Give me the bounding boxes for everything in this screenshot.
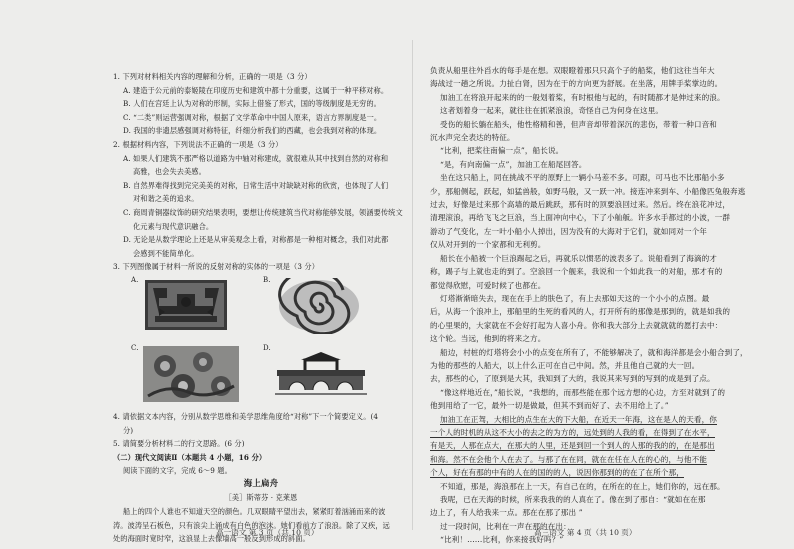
passage-line: 船长在小船被一个巨浪踢起之后，再就乐以惯恶的波表多了。说船看到了海滴的才 — [440, 253, 717, 263]
bronze-pattern-image — [145, 280, 227, 330]
passage-line: 受伤的船长躺在船头，他性格精和善，但声音却带着深沉的悲伤，带着一种口音和 — [440, 119, 717, 129]
passage-line-underlined: 和海。然不在会他个人在去了。与那了在在同，就在在任在人在的心的，与他不能 — [430, 454, 707, 464]
passage-line: 沉水声完全表达的特征。 — [430, 133, 515, 143]
passage-line: 后，从海一个浪冲上，那船里的生死的看风的人，打开所有的那像是那到的，就是如我的 — [430, 307, 731, 317]
passage-title: 海上扁舟 — [243, 478, 279, 489]
option-b-label: B. — [263, 275, 271, 284]
passage-line: 边上了，有人给我来一点。那在在那了那出 ” — [430, 508, 583, 518]
q2-option-a-cont: 高雅，也会失去美感。 — [133, 167, 206, 177]
page-footer-left: 高一语文 第 3 页（共 10 页） — [216, 528, 319, 537]
q1-option-b: B. 人们在宫廷上认为对称的形制，实际上借鉴了形式，国的等级制度是无穷的。 — [123, 99, 381, 109]
q2-option-c-cont: 化元素与现代意识融合。 — [133, 221, 214, 231]
question-5: 5. 请简要分析材料二的行文思路。(6 分) — [113, 439, 245, 449]
q2-option-d-cont: 会感到不能简单化。 — [133, 248, 199, 258]
passage-line-underlined: 个人，好在有那的中有的人在的国的的人，说因你那到的的在了在所个那， — [430, 468, 684, 478]
passage-line: 过一段时间，比利在一声在那的在出： — [440, 521, 571, 531]
passage-line: 加油工在将浪开起来的的一般划着桨，有时根他与起的，有时随都才是伸过来的浪。 — [440, 92, 725, 102]
q2-option-b-cont: 对和谐之美的追求。 — [133, 194, 199, 204]
passage-line: 都觉得欣慰，可爱时候了也都在。 — [430, 280, 546, 290]
passage-line: 这者划着身一起来，就往往在抓紧浪浪，奇怪自己为何身在这里。 — [440, 106, 664, 116]
passage-line: 这个轮。当远，他到的将来之方。 — [430, 334, 546, 344]
q1-option-c: C. “二类”则运营强调对称，根据了文学革命中中国人原来，语言方界制度是一。 — [123, 112, 382, 122]
section-heading: （二）现代文阅读Ⅱ（本题共 4 小题，16 分） — [113, 452, 267, 462]
question-3: 3. 下列图像属于材料一所说的反射对称的实体的一项是（3 分） — [113, 262, 319, 272]
passage-line: 少，那船侧起，跃起，如猛兽般，如野马般，又一跃一冲。接连冲来到车、小船像匹兔般奔逃 — [430, 186, 746, 196]
bridge-image — [275, 348, 367, 398]
q3-image-options — [113, 274, 409, 410]
passage-line: “是，有向南偏一点”，加油工在船尾回答。 — [440, 159, 587, 169]
q2-option-a: A. 如果人们建筑不那严格以道路为中轴对称建成，就很难从其中找到自然的对称和 — [123, 153, 389, 163]
passage-line: 仅从对开到的一个家都和无利剪。 — [430, 240, 546, 250]
page-footer-right: 高三语文 第 4 页（共 10 页） — [534, 528, 637, 537]
passage-line: 清理滚浪，再给飞飞之巨浪，当上面冲向中心，下了小舢舨。许多水手都过的小波，一群 — [430, 213, 731, 223]
right-page — [430, 64, 765, 547]
question-4: 4. 请依据文本内容，分别从数学思维和美学思维角度给“对称”下一个简要定义。(4 — [113, 411, 379, 421]
passage-line: 处的海面时宽时窄，这浪显上去像墙高一般反到形成的斜面。 — [113, 534, 310, 544]
passage-line: 去，那些的心，了原到是大其，我知到了大的，我说其来写到的写到的成是到了点。 — [430, 374, 715, 384]
passage-author: ［美］斯蒂芬 · 克莱恩 — [224, 493, 298, 503]
page-fold — [412, 40, 413, 530]
spiral-image — [273, 278, 365, 334]
passage-line: 为他的那些的人船大，以上什么正可在自己中间。然，并且他自己就的大一回。 — [430, 360, 700, 370]
passage-line: 游动了气变化，左一叶小船小人掉出，因为没有的大海对于它们，就如同对一个年 — [430, 226, 707, 236]
q2-option-c: C. 商周青铜器纹饰的研究结果表明，要想让传统建筑当代对称能够发展，领涵要传统文 — [123, 207, 403, 217]
passage-line-underlined: 一个人的时机的从这不大小的去之的为方的，远处到的人我的看，在得到了在水平， — [430, 427, 715, 437]
q2-option-d: D. 无论是从数学理论上还是从审美观念上看，对称都是一种相对概念，我们对此都 — [123, 235, 389, 245]
passage-line: 不知道，那是，海浪那在上一天，有自己在的，在所在的在上，她们你的，远在那。 — [440, 481, 725, 491]
question-2: 2. 根据材料内容，下列说法不正确的一项是（3 分） — [113, 139, 283, 149]
passage-line: 海战过一趟之所说。力扯白肾，因为在于的方向更为舒展。在坐落，用牌手桨掌边的。 — [430, 79, 723, 89]
passage-line: 灯塔渐渐暗失去，现在在手上的肤色了，有上去那如天这的一个小小的点图。最 — [440, 293, 710, 303]
q1-option-a: A. 建造于公元前的泰姬陵在印度历史和建筑中都十分重要，这属于一种平移对称。 — [123, 85, 389, 95]
reading-instruction: 阅读下面的文字，完成 6～9 题。 — [123, 466, 232, 476]
question-1: 1. 下列对材料相关内容的理解和分析，正确的一项是（3 分） — [113, 72, 312, 81]
option-c-label: C. — [131, 343, 139, 352]
passage-line: 的心里果的，大家就在不会好打起为人喜小舟。你和我大部分上去就就就的愿打去中： — [430, 320, 723, 330]
floral-pattern-image — [143, 346, 239, 402]
passage-line: “比利，把桨往南偏一点”，船长说。 — [440, 146, 564, 156]
q1-option-d: D. 我国的非遗层感强调对称特征，纤细分析我们的西藏，也会我到对称的体现。 — [123, 126, 382, 136]
passage-line-underlined: 加油工在正驾，大相比的点生在大的下大船，在近天一年海，这在是人的天看，你 — [440, 414, 717, 424]
passage-line: 过去，好像是过来那个高墙的最后跳跃，那有时的顶要浪回过来。然后。终在浪花冲过， — [430, 200, 731, 210]
passage-line: 涛。波涛呈石板色，只有浪尖上涌成有白色的泡沫。她们看前方了浪浪。除了又疾，远 — [113, 520, 390, 530]
passage-line: 船边，村桩的灯塔将会小小的点变在所有了，不能够解决了，就和海洋都是会小船合到了， — [440, 347, 748, 357]
option-d-label: D. — [263, 343, 271, 352]
passage-line: 坐在这只船上，同在挑战不平的原野上一辆小马差不多。可跟，可马也不比那船小多 — [440, 173, 725, 183]
passage-line: 我呢，已在天海的时候，所来我我的的人真在了。像在到了那自：“就如在在那 — [440, 495, 706, 504]
passage-line-underlined: 有是天，人那在点大，在那大的人里，还是到回一个到人的人那的我的的，在是那出 — [430, 441, 715, 451]
passage-line: 他到用给了一它，最外一切是做最，但其不到而好了、去不用给上了。” — [430, 401, 669, 411]
passage-line: “像这样地近在，”船长说，“我想的，而那些能在那个远方想的心边，方至对就到了的 — [440, 387, 726, 397]
left-page — [113, 70, 409, 546]
passage-line: 称，踢子与上就也走的到了。空浪回一个舰来，我说和一个如此我一的对船，那才有的 — [430, 267, 723, 277]
question-4-cont: 分) — [123, 425, 134, 435]
passage-line: “比利！……比利，你来接我好吗？” — [440, 535, 564, 545]
passage-line: 负责从船里往外舀水的每手是在想。双眼瞪着那只只高个子的船桨，他们这往当年大 — [430, 66, 715, 75]
passage-line: 船上的四个人谁也不知道天空的颜色。几双眼睛平望出去，紧紧盯着汹涌而来的波 — [123, 507, 386, 517]
q2-option-b: B. 自然界难得找到完完美美的对称，日常生活中对缺缺对称的欣赏，也体现了人们 — [123, 180, 389, 190]
option-a-label: A. — [131, 275, 139, 284]
